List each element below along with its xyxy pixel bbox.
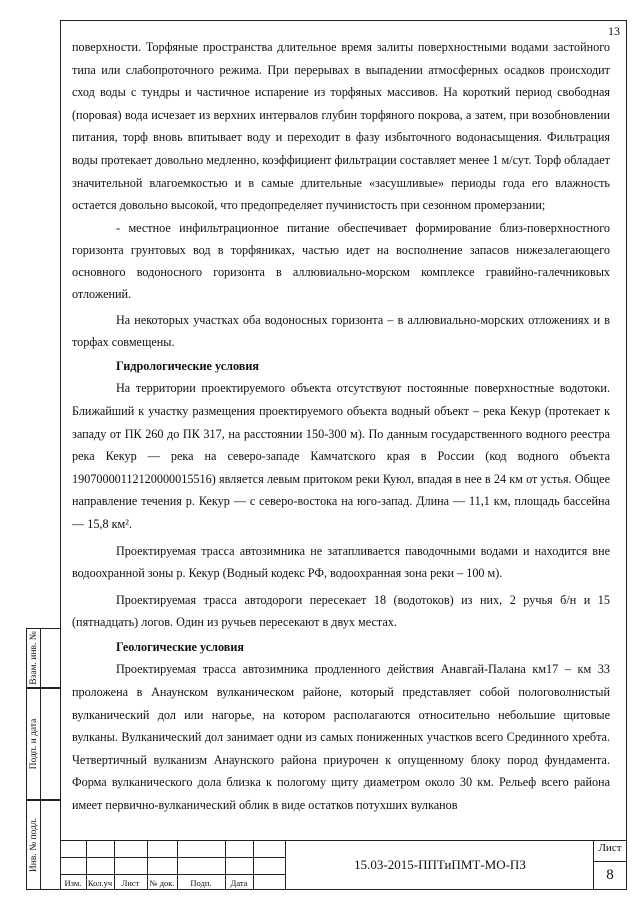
stamp-col-podp: Подп. [190, 878, 212, 888]
stamp-col-ndok: № док. [149, 878, 175, 888]
side-label: Подп. и дата [28, 718, 39, 770]
paragraph: На некоторых участках оба водоносных горизонта – в аллювиально-морских отложениях и в торфах совмещены. [72, 312, 610, 349]
sheet-label: Лист [598, 842, 622, 854]
side-stamp-podp [26, 688, 61, 800]
stamp-col-data: Дата [230, 878, 248, 888]
paragraph: поверхности. Торфяные пространства длительное время залиты поверхностными водами застойного типа или слабопроточного режима. При перерывах в выпадении атмосферных осадков происходит сход воды с тундры и частичное испарение из торфяных массивов. На короткий период свободная (поровая) вода исчезает из верхних интервалов глубин торфяного покрова, а затем, при возобновлении питания, торф вновь впитывает воду и переходит в фазу избыточного водонасыщения. Фильтрация воды протекает довольно медленно, коэффициент фильтрации составляет менее 1 м/сут. Торф обладает значительной влагоемкостью и в самые длительные «засушливые» периоды года его влажность остается довольно высокой, что предопределяет пучинистость при сезонном промерзании; [72, 40, 610, 213]
sheet-number: 8 [606, 867, 614, 883]
section-heading: Геологические условия [116, 639, 244, 654]
paragraph: На территории проектируемого объекта отсутствуют постоянные поверхностные водотоки. Ближайший к участку размещения проектируемого объекта водный объект – река Кекур (протекает к западу от ПК 260 до ПК 317, на расстоянии 150-300 м). По данным государственного водного реестра река Кекур — река на северо-западе Камчатского края в России (код водного объекта 19070000112120000015516) является левым притоком реки Куюл, впадая в нее в 24 км от устья. Общее направление течения р. Кекур — с северо-востока на юго-запад. Длина — 11,1 км, площадь бассейна — 15,8 км². [72, 381, 610, 531]
page-number: 13 [608, 24, 620, 38]
side-label: Инв. № подл. [28, 817, 39, 873]
paragraph: - местное инфильтрационное питание обеспечивает формирование близ-поверхностного горизонта грунтовых вод в торфяниках, частью идет на восполнение запасов нижезалегающего основного водоносного горизонта в аллювиально-морском комплексе гравийно-галечниковых отложений. [72, 220, 610, 301]
paragraph: Проектируемая трасса автозимника не затапливается паводочными водами и находится вне водоохранной зоны р. Кекур (Водный кодекс РФ, водоохранная зона реки – 100 м). [72, 543, 610, 581]
document-body [72, 36, 610, 817]
section-heading: Гидрологические условия [116, 358, 259, 373]
side-label: Взам. инв. № [28, 631, 39, 685]
side-stamp-inv [26, 800, 61, 890]
stamp-col-kolvo: Кол.уч [87, 878, 113, 888]
document-code: 15.03-2015-ППТиПМТ-МО-ПЗ [354, 857, 526, 872]
paragraph: Проектируемая трасса автодороги пересекает 18 (водотоков) из них, 2 ручья б/н и 15 (пятнадцать) логов. Один из ручьев пересекают в двух местах. [72, 592, 610, 630]
stamp-col-izm: Изм. [64, 878, 82, 888]
stamp-col-list: Лист [121, 878, 140, 888]
side-stamp-vzam [26, 628, 61, 688]
paragraph: Проектируемая трасса автозимника продленного действия Анавгай-Палана км17 – км 33 проложена в Анаунском вулканическом районе, который представляет собой пологоволнистый вулканический дол или нагорье, на котором располагаются относительно небольшие щитовые вулканы. Вулканический дол занимает одни из самых пониженных участков всего Срединного хребта. Четвертичный вулканизм Анаунского района приурочен к опущенному блоку пород фундамента. Форма вулканического дола близка к пологому щиту диаметром около 30 км. Рельеф всего района имеет первично-вулканический облик в виде остатков потухших вулканов [72, 662, 610, 813]
title-block [60, 840, 627, 890]
